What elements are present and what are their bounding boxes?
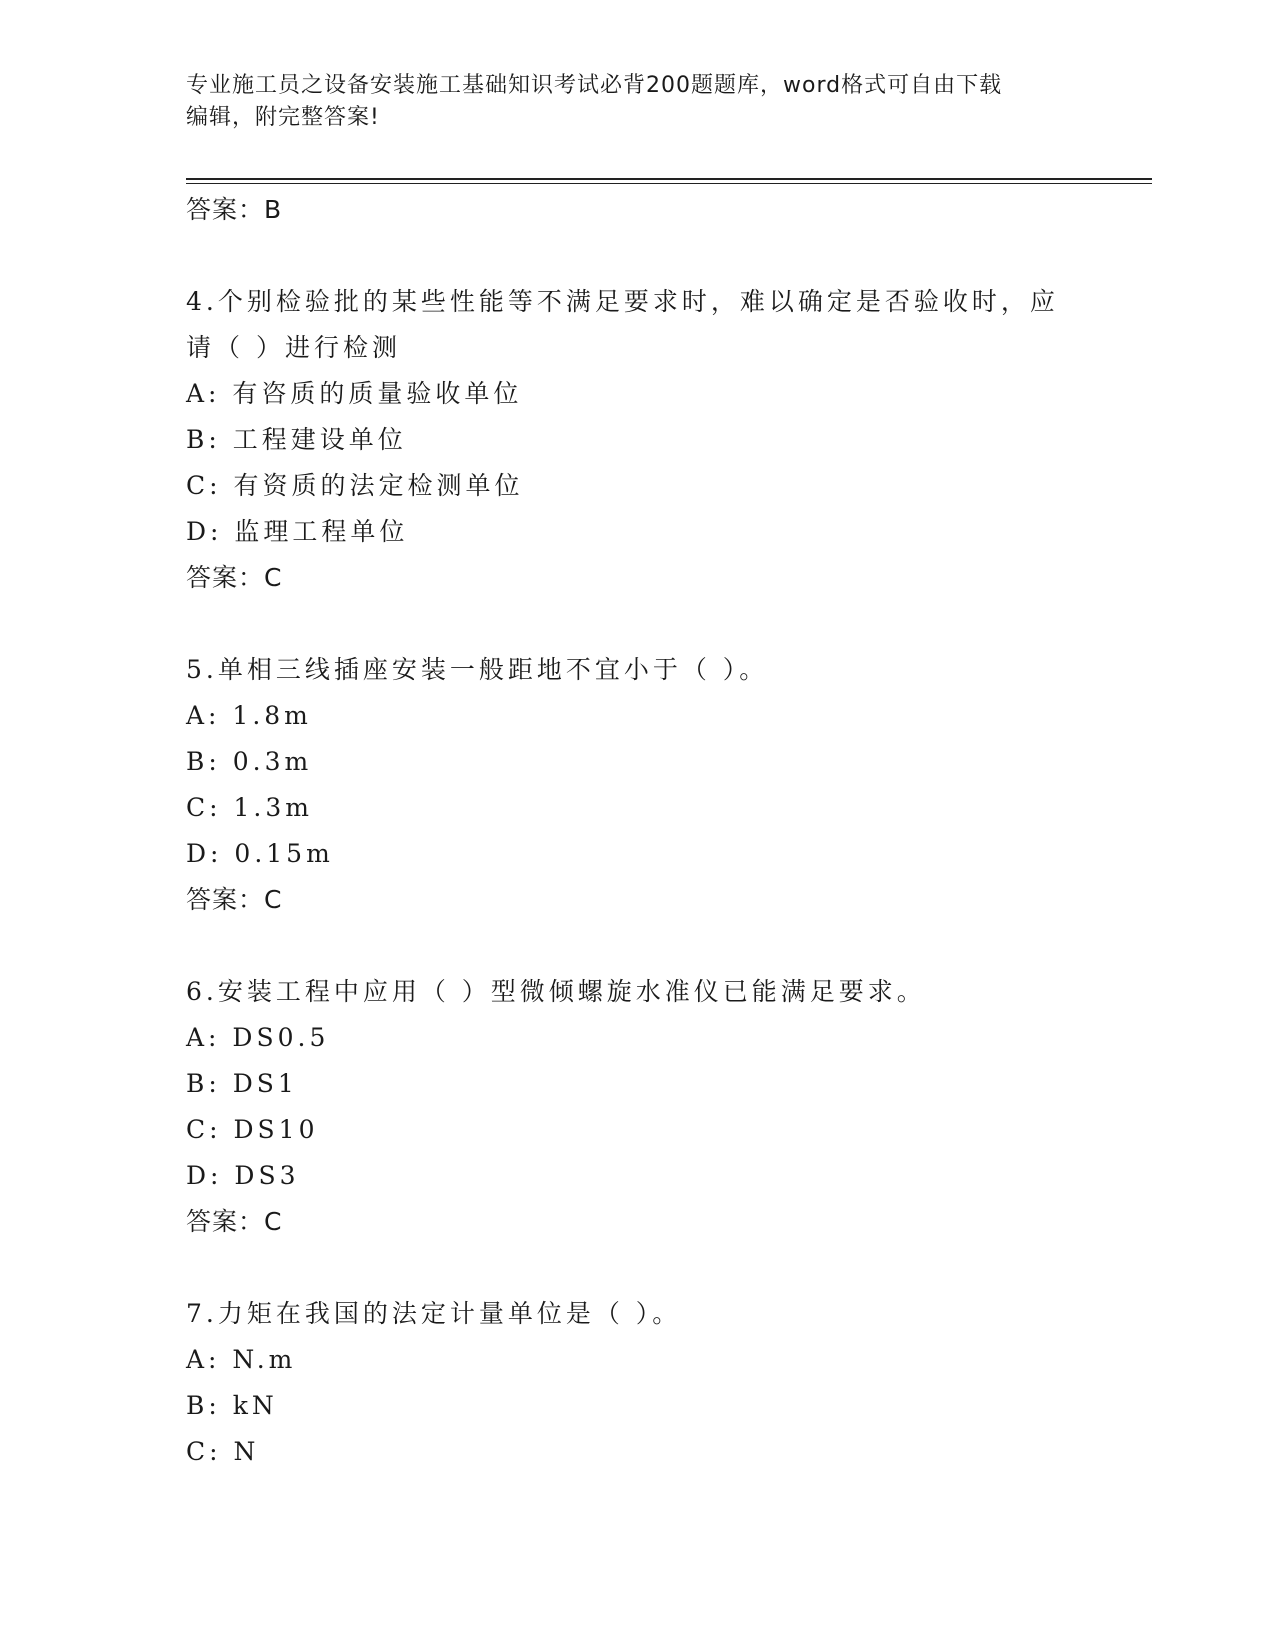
- header-divider-thick: [186, 178, 1152, 180]
- option-c: C: DS10: [186, 1115, 319, 1144]
- question-stem: 5.单相三线插座安装一般距地不宜小于（ ）。: [186, 655, 769, 684]
- option-d: D: 0.15m: [186, 839, 334, 868]
- question-stem: 4.个别检验批的某些性能等不满足要求时，难以确定是否验收时，应: [186, 287, 1059, 316]
- option-a: A: 有咨质的质量验收单位: [186, 379, 523, 408]
- option-a: A: 1.8m: [186, 701, 312, 730]
- header-divider-thin: [186, 183, 1152, 184]
- document-header: [186, 70, 1066, 134]
- option-a: A: DS0.5: [186, 1023, 330, 1052]
- spacer: [186, 233, 1086, 279]
- spacer: [186, 601, 1086, 647]
- option-b: B: DS1: [186, 1069, 298, 1098]
- question-6: [186, 969, 1086, 1245]
- option-a: A: N.m: [186, 1345, 297, 1374]
- answer: 答案：C: [186, 563, 283, 592]
- answer: 答案：C: [186, 885, 283, 914]
- question-stem: 7.力矩在我国的法定计量单位是（ ）。: [186, 1299, 682, 1328]
- option-c: C: 有资质的法定检测单位: [186, 471, 524, 500]
- spacer: [186, 1245, 1086, 1291]
- header-line-1: 专业施工员之设备安装施工基础知识考试必背200题题库，word格式可自由下载: [186, 73, 1003, 98]
- answer: 答案：C: [186, 1207, 283, 1236]
- question-4: [186, 279, 1086, 601]
- question-stem: 6.安装工程中应用（ ）型微倾螺旋水准仪已能满足要求。: [186, 977, 926, 1006]
- option-b: B: 工程建设单位: [186, 425, 407, 454]
- question-5: [186, 647, 1086, 923]
- header-line-2: 编辑，附完整答案!: [186, 105, 380, 130]
- option-b: B: 0.3m: [186, 747, 313, 776]
- option-d: D: DS3: [186, 1161, 300, 1190]
- question-stem-continued: 请（ ）进行检测: [186, 333, 401, 362]
- option-d: D: 监理工程单位: [186, 517, 409, 546]
- option-c: C: N: [186, 1437, 260, 1466]
- spacer: [186, 923, 1086, 969]
- question-7: [186, 1291, 1086, 1475]
- previous-answer: 答案：B: [186, 195, 283, 224]
- question-list: [186, 187, 1086, 1475]
- option-b: B: kN: [186, 1391, 278, 1420]
- option-c: C: 1.3m: [186, 793, 313, 822]
